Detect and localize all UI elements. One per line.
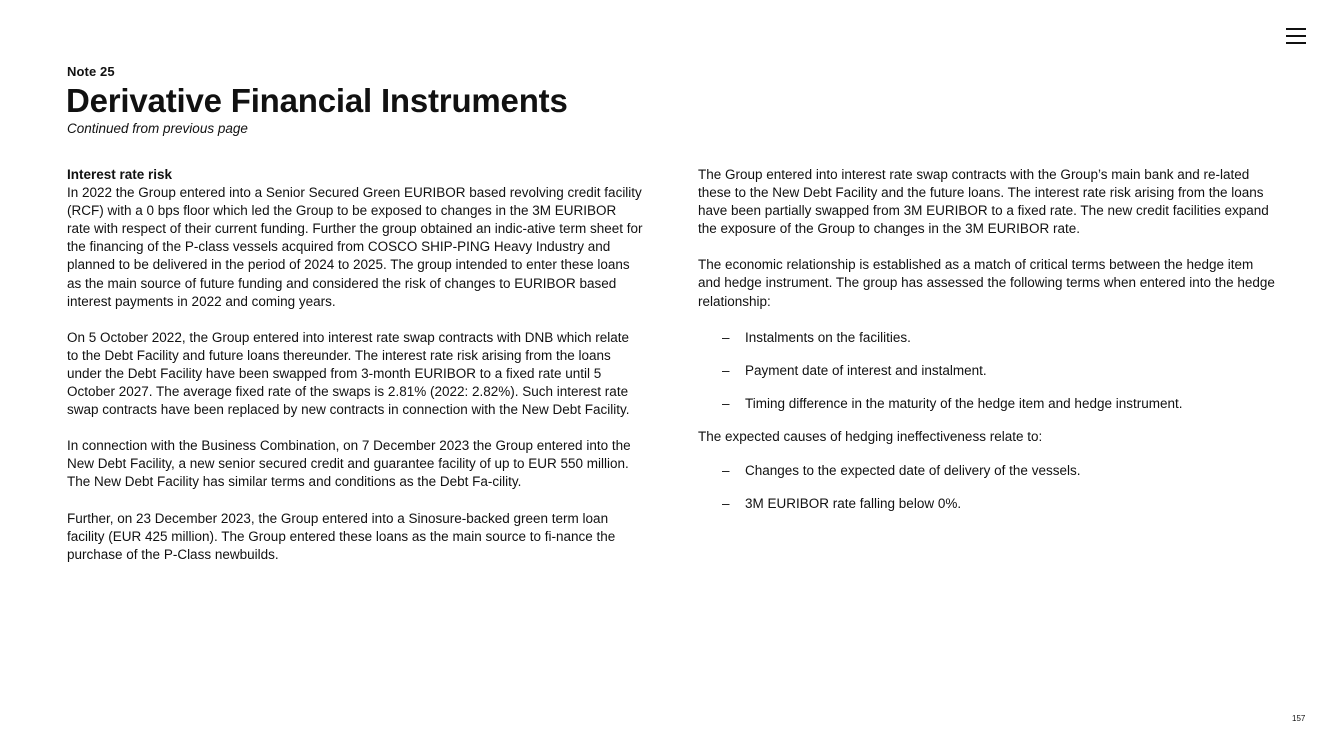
paragraph: On 5 October 2022, the Group entered into interest rate swap contracts with DNB which relate to the Debt Facility and future loans thereunder. The interest rate risk arising from the loans under the Debt Facility have been swapped from 3-month EURIBOR to a fixed rate until 5 October 2027. The average fixed rate of the swaps is 2.81% (2022: 2.82%). Such interest rate swap contracts have been replaced by new contracts in connection with the New Debt Facility. — [67, 329, 630, 418]
note-label: Note 25 — [67, 64, 115, 79]
list-item-text: Timing difference in the maturity of the hedge item and hedge instrument. — [745, 395, 1183, 411]
menu-line — [1286, 28, 1306, 30]
bullet-dash: – — [722, 395, 730, 411]
paragraph: Further, on 23 December 2023, the Group entered into a Sinosure-backed green term loan facility (EUR 425 million). The Group entered these loans as the main source to fi-nance the purchase of the P-Class newbuilds. — [67, 510, 616, 562]
bullet-dash: – — [722, 463, 730, 479]
page-title: Derivative Financial Instruments — [66, 82, 568, 119]
list-item-text: Instalments on the facilities. — [745, 329, 911, 345]
bullet-dash: – — [722, 496, 730, 512]
paragraph: The expected causes of hedging ineffectiveness relate to: — [698, 428, 1043, 444]
ineffectiveness-causes-list — [698, 462, 1278, 513]
list-item-text: Changes to the expected date of delivery of the vessels. — [745, 463, 1081, 479]
list-item-text: Payment date of interest and instalment. — [745, 362, 987, 378]
list-item — [698, 329, 1278, 347]
page-number: 157 — [1292, 714, 1306, 723]
paragraph: In connection with the Business Combination, on 7 December 2023 the Group entered into the New Debt Facility, a new senior secured credit and guarantee facility of up to EUR 550 million. The New Debt Facility has similar terms and conditions as the Debt Fa-cility. — [67, 438, 631, 490]
page-subtitle: Continued from previous page — [67, 121, 248, 136]
menu-line — [1286, 42, 1306, 44]
list-item — [698, 462, 1278, 480]
bullet-dash: – — [722, 329, 730, 345]
left-column — [67, 166, 643, 564]
list-item — [698, 395, 1278, 413]
hamburger-menu-icon[interactable] — [1286, 27, 1306, 45]
section-heading: Interest rate risk — [67, 167, 173, 182]
bullet-dash: – — [722, 362, 730, 378]
paragraph: The economic relationship is established as a match of critical terms between the hedge item and hedge instrument. The group has assessed the following terms when entered into the hedge relationship: — [698, 257, 1275, 309]
hedge-terms-list — [698, 329, 1278, 413]
menu-line — [1286, 35, 1306, 37]
paragraph: In 2022 the Group entered into a Senior Secured Green EURIBOR based revolving credit facility (RCF) with a 0 bps floor which led the Group to be exposed to changes in the 3M EURIBOR rate with respect of their current funding. Further the group obtained an indic-ative term sheet for the financing of the P-class vessels acquired from COSCO SHIP-PING Heavy Industry and planned to be delivered in the period of 2024 to 2025. The group intended to enter these loans as the main source of future funding and considered the risk of changes to EURIBOR based interest payments in 2022 and coming years. — [67, 185, 643, 309]
list-item-text: 3M EURIBOR rate falling below 0%. — [745, 496, 962, 512]
right-column — [698, 166, 1278, 528]
list-item — [698, 495, 1278, 513]
paragraph: The Group entered into interest rate swap contracts with the Group’s main bank and re-lated these to the New Debt Facility and the future loans. The interest rate risk arising from the loans have been partially swapped from 3M EURIBOR to a fixed rate. The new credit facilities expand the exposure of the Group to changes in the 3M EURIBOR rate. — [698, 167, 1269, 237]
list-item — [698, 362, 1278, 380]
